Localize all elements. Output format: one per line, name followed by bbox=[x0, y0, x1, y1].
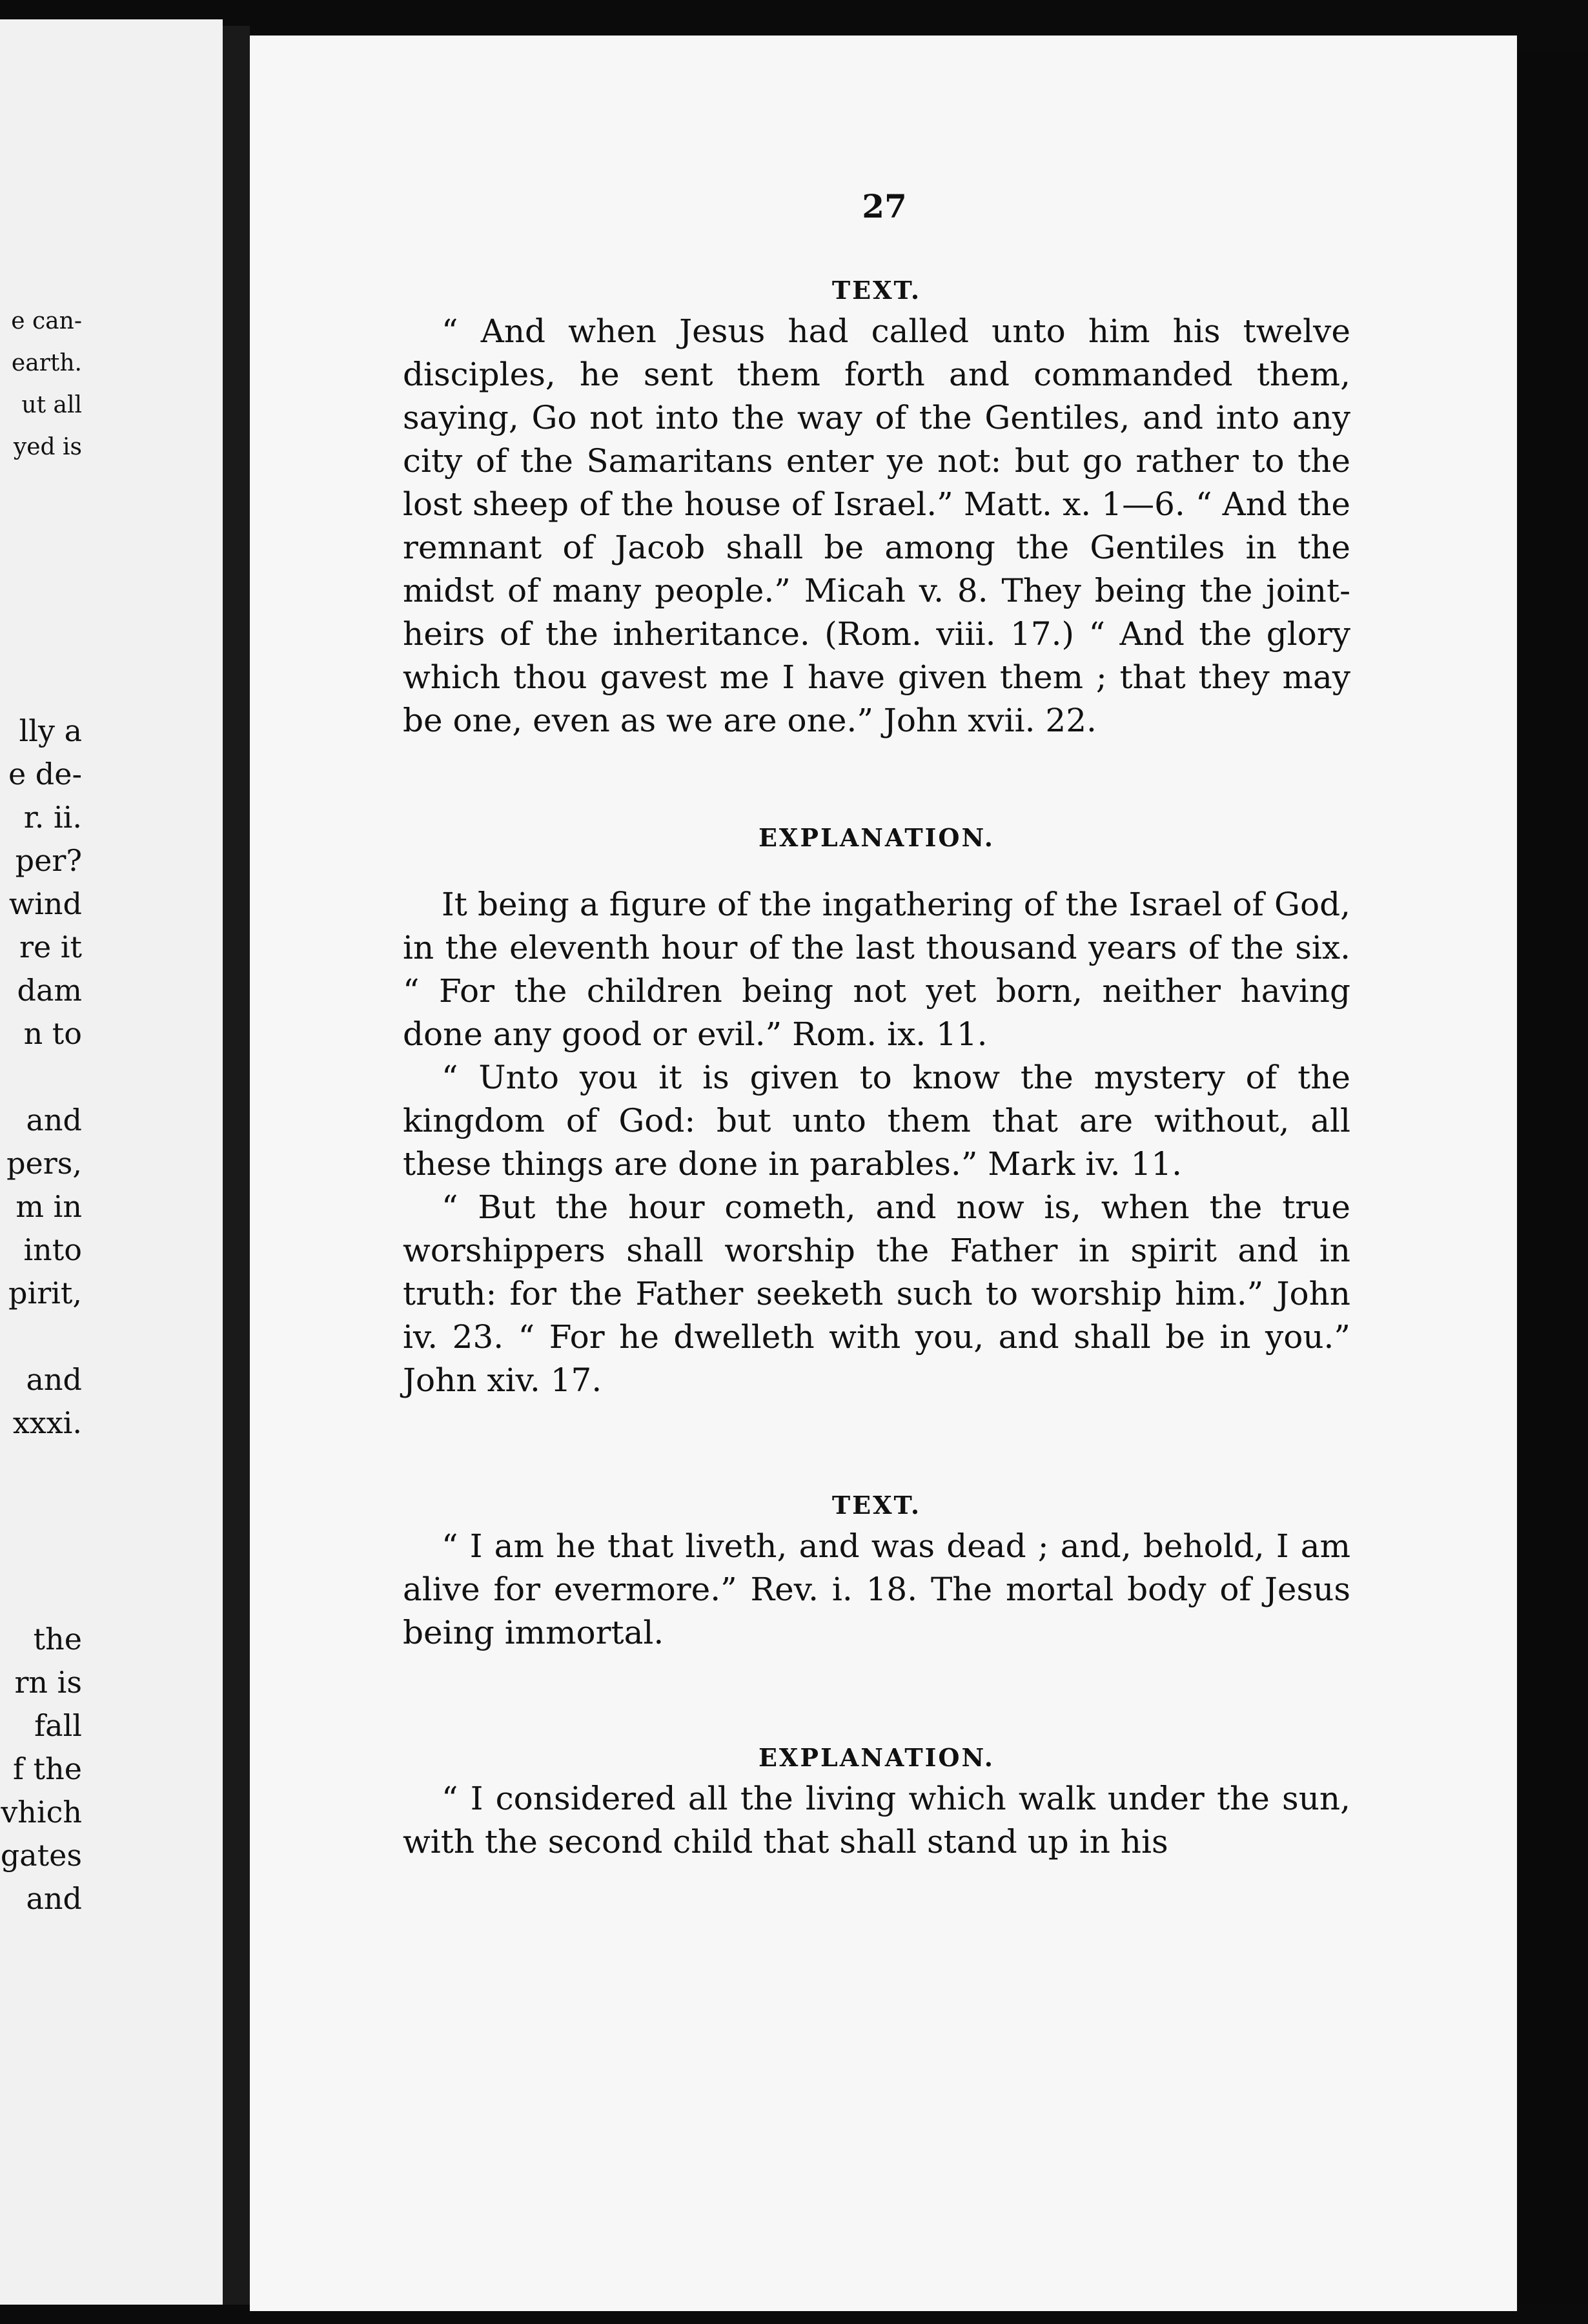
left-fragment: yed is bbox=[13, 434, 82, 460]
left-fragment: lly a bbox=[19, 713, 82, 748]
section-heading: TEXT. bbox=[831, 276, 922, 305]
left-fragment: and bbox=[26, 1362, 82, 1397]
left-fragment: vhich bbox=[1, 1795, 82, 1830]
left-fragment: and bbox=[26, 1103, 82, 1137]
left-fragment: gates bbox=[0, 1838, 82, 1873]
page-number: 27 bbox=[862, 187, 907, 225]
section-text-1 bbox=[403, 271, 1350, 742]
section-explanation-1 bbox=[403, 819, 1350, 1402]
left-fragment: into bbox=[23, 1232, 82, 1267]
paragraph: “ And when Jesus had called unto him his twelve disciples, he sent them forth and commanded them, saying, Go not into the way of the Gentiles, and into any city of the Samaritans enter ye not: but go rather to the lost sheep of the house of Israel.” Matt. x. 1—6. “ And the remnant of Jacob shall be among the Gentiles in the midst of many people.” Micah v. 8. They being the joint-heirs of the inheritance. (Rom. viii. 17.) “ And the glory which thou gavest me I have given them ; that they may be one, even as we are one.” John xvii. 22. bbox=[403, 312, 1350, 739]
page-body bbox=[403, 271, 1350, 1864]
left-fragment: rn is bbox=[14, 1665, 82, 1700]
left-facing-page bbox=[0, 19, 223, 2305]
left-fragment: the bbox=[33, 1622, 82, 1656]
paragraph: “ But the hour cometh, and now is, when the true worshippers shall worship the Father in spirit and in truth: for the Father seeketh such to worship him.” John iv. 23. “ For he dwelleth with you, and shall be in you.” John xiv. 17. bbox=[403, 1188, 1350, 1399]
paragraph: “ I considered all the living which walk under the sun, with the second child that shall stand up in his bbox=[403, 1780, 1350, 1860]
left-fragment: re it bbox=[19, 930, 82, 964]
section-heading: EXPLANATION. bbox=[758, 1743, 995, 1772]
book-spine bbox=[223, 26, 250, 2305]
left-fragment: e de- bbox=[8, 757, 82, 791]
section-explanation-2 bbox=[403, 1738, 1350, 1864]
left-fragment: wind bbox=[8, 886, 82, 921]
left-fragment: pirit, bbox=[8, 1276, 82, 1310]
left-fragment: earth. bbox=[11, 350, 82, 376]
left-fragment: per? bbox=[15, 843, 82, 878]
left-fragment: pers, bbox=[6, 1146, 82, 1181]
paragraph: “ I am he that liveth, and was dead ; and, behold, I am alive for evermore.” Rev. i. 18. The mortal body of Jesus being immortal. bbox=[403, 1527, 1350, 1651]
left-fragment: f the bbox=[13, 1751, 82, 1786]
left-fragment: fall bbox=[34, 1708, 82, 1743]
section-text-2 bbox=[403, 1486, 1350, 1655]
left-fragment: xxxi. bbox=[12, 1405, 82, 1440]
section-heading: TEXT. bbox=[831, 1491, 922, 1520]
left-fragment: dam bbox=[17, 973, 82, 1008]
paragraph: “ Unto you it is given to know the mystery of the kingdom of God: but unto them that are without, all these things are done in parables.” Mark iv. 11. bbox=[403, 1059, 1350, 1183]
paragraph: It being a figure of the ingathering of the Israel of God, in the eleventh hour of the last thousand years of the six. “ For the children being not yet born, neither having done any good or evil.” Rom. ix. 11. bbox=[403, 886, 1350, 1053]
left-fragment: m in bbox=[15, 1189, 82, 1224]
page-edge-shadow bbox=[1517, 52, 1588, 2305]
left-fragment: e can- bbox=[11, 308, 82, 334]
left-fragment: ut all bbox=[21, 392, 82, 418]
left-fragment: r. ii. bbox=[23, 800, 82, 835]
section-heading: EXPLANATION. bbox=[758, 823, 995, 852]
left-fragment: n to bbox=[23, 1016, 82, 1051]
left-fragment: and bbox=[26, 1881, 82, 1916]
left-page-text-fragments bbox=[0, 19, 223, 2305]
